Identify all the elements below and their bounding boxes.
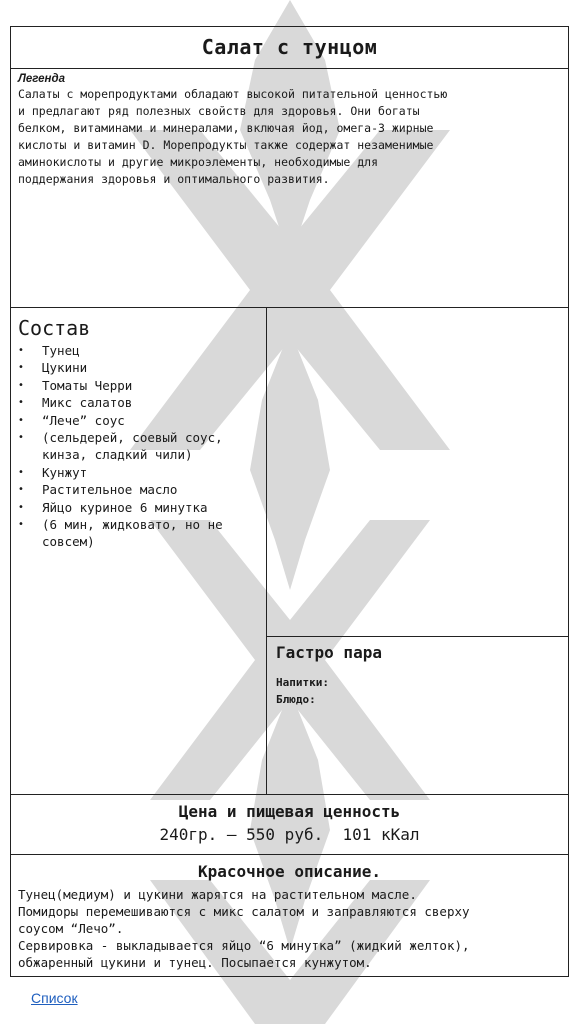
description-line: Сервировка - выкладывается яйцо “6 минутка” (жидкий желток), bbox=[18, 938, 470, 953]
list-item bbox=[11, 464, 266, 481]
bullet-icon: • bbox=[18, 466, 24, 478]
price-section bbox=[10, 794, 569, 855]
bullet-icon: • bbox=[18, 484, 24, 496]
dish-label: Блюдо: bbox=[276, 693, 316, 706]
pairing-heading: Гастро пара bbox=[276, 643, 382, 662]
bullet-icon: • bbox=[18, 379, 24, 391]
page-title: Салат с тунцом bbox=[201, 35, 378, 59]
ingredient-text: Тунец bbox=[42, 343, 80, 358]
legend-heading: Легенда bbox=[18, 73, 65, 85]
description-section bbox=[10, 854, 569, 977]
ingredient-text: (сельдерей, соевый соус, кинза, сладкий чили) bbox=[42, 430, 223, 463]
ingredient-text: Растительное масло bbox=[42, 482, 178, 498]
price-value: 240гр. – 550 руб. 101 кКал bbox=[159, 825, 420, 844]
list-item bbox=[11, 412, 266, 429]
bullet-icon: • bbox=[18, 414, 24, 426]
ingredient-text: Микс салатов bbox=[42, 395, 133, 411]
bullet-icon: • bbox=[18, 432, 24, 444]
title-section bbox=[10, 26, 569, 308]
list-item bbox=[11, 377, 266, 394]
list-item bbox=[11, 429, 266, 464]
ingredient-list bbox=[11, 342, 266, 551]
drinks-label: Напитки: bbox=[276, 676, 329, 689]
ingredient-text: Яйцо куриное 6 минутка bbox=[42, 499, 208, 515]
ingredient-text: Цукини bbox=[42, 360, 88, 376]
bullet-icon: • bbox=[18, 397, 24, 409]
price-heading: Цена и пищевая ценность bbox=[178, 802, 401, 821]
title-divider bbox=[11, 68, 568, 69]
description-line: соусом “Лечо”. bbox=[18, 921, 124, 936]
ingredient-text: “Лече” соус bbox=[42, 412, 125, 428]
composition-section bbox=[10, 307, 267, 795]
bullet-icon: • bbox=[18, 362, 24, 374]
ingredient-text: Кунжут bbox=[42, 464, 88, 480]
legend-text: Салаты с морепродуктами обладают высокой питательной ценностью и предлагают ряд полезных свойств для здоровья. Они богаты белком, витаминами и минералами, включая йод, омега-3 жирные кислоты и витамин D. Морепродукты также содержат незаменимые аминокислоты и другие микроэлементы, необходимые для поддержания здоровья и оптимального развития. bbox=[18, 87, 448, 186]
list-link[interactable]: Список bbox=[31, 990, 78, 1006]
ingredient-text: Томаты Черри bbox=[42, 377, 133, 393]
list-item bbox=[11, 394, 266, 411]
ingredient-text: (6 мин, жидковато, но не совсем) bbox=[42, 517, 223, 550]
description-line: Тунец(медиум) и цукини жарятся на растительном масле. bbox=[18, 887, 417, 902]
bullet-icon: • bbox=[18, 519, 24, 531]
description-line: Помидоры перемешиваются с микс салатом и заправляются сверху bbox=[18, 904, 470, 919]
description-text bbox=[18, 886, 562, 971]
list-item bbox=[11, 499, 266, 516]
bullet-icon: • bbox=[18, 501, 24, 513]
list-item bbox=[11, 481, 266, 498]
description-line: обжаренный цукини и тунец. Посыпается кунжутом. bbox=[18, 955, 372, 970]
composition-heading: Состав bbox=[18, 316, 91, 340]
description-heading: Красочное описание. bbox=[197, 862, 382, 881]
empty-image-area bbox=[266, 307, 569, 637]
bullet-icon: • bbox=[18, 345, 24, 356]
list-item bbox=[11, 516, 266, 551]
pairing-section bbox=[266, 636, 569, 795]
list-item bbox=[11, 359, 266, 376]
list-item bbox=[11, 342, 266, 359]
